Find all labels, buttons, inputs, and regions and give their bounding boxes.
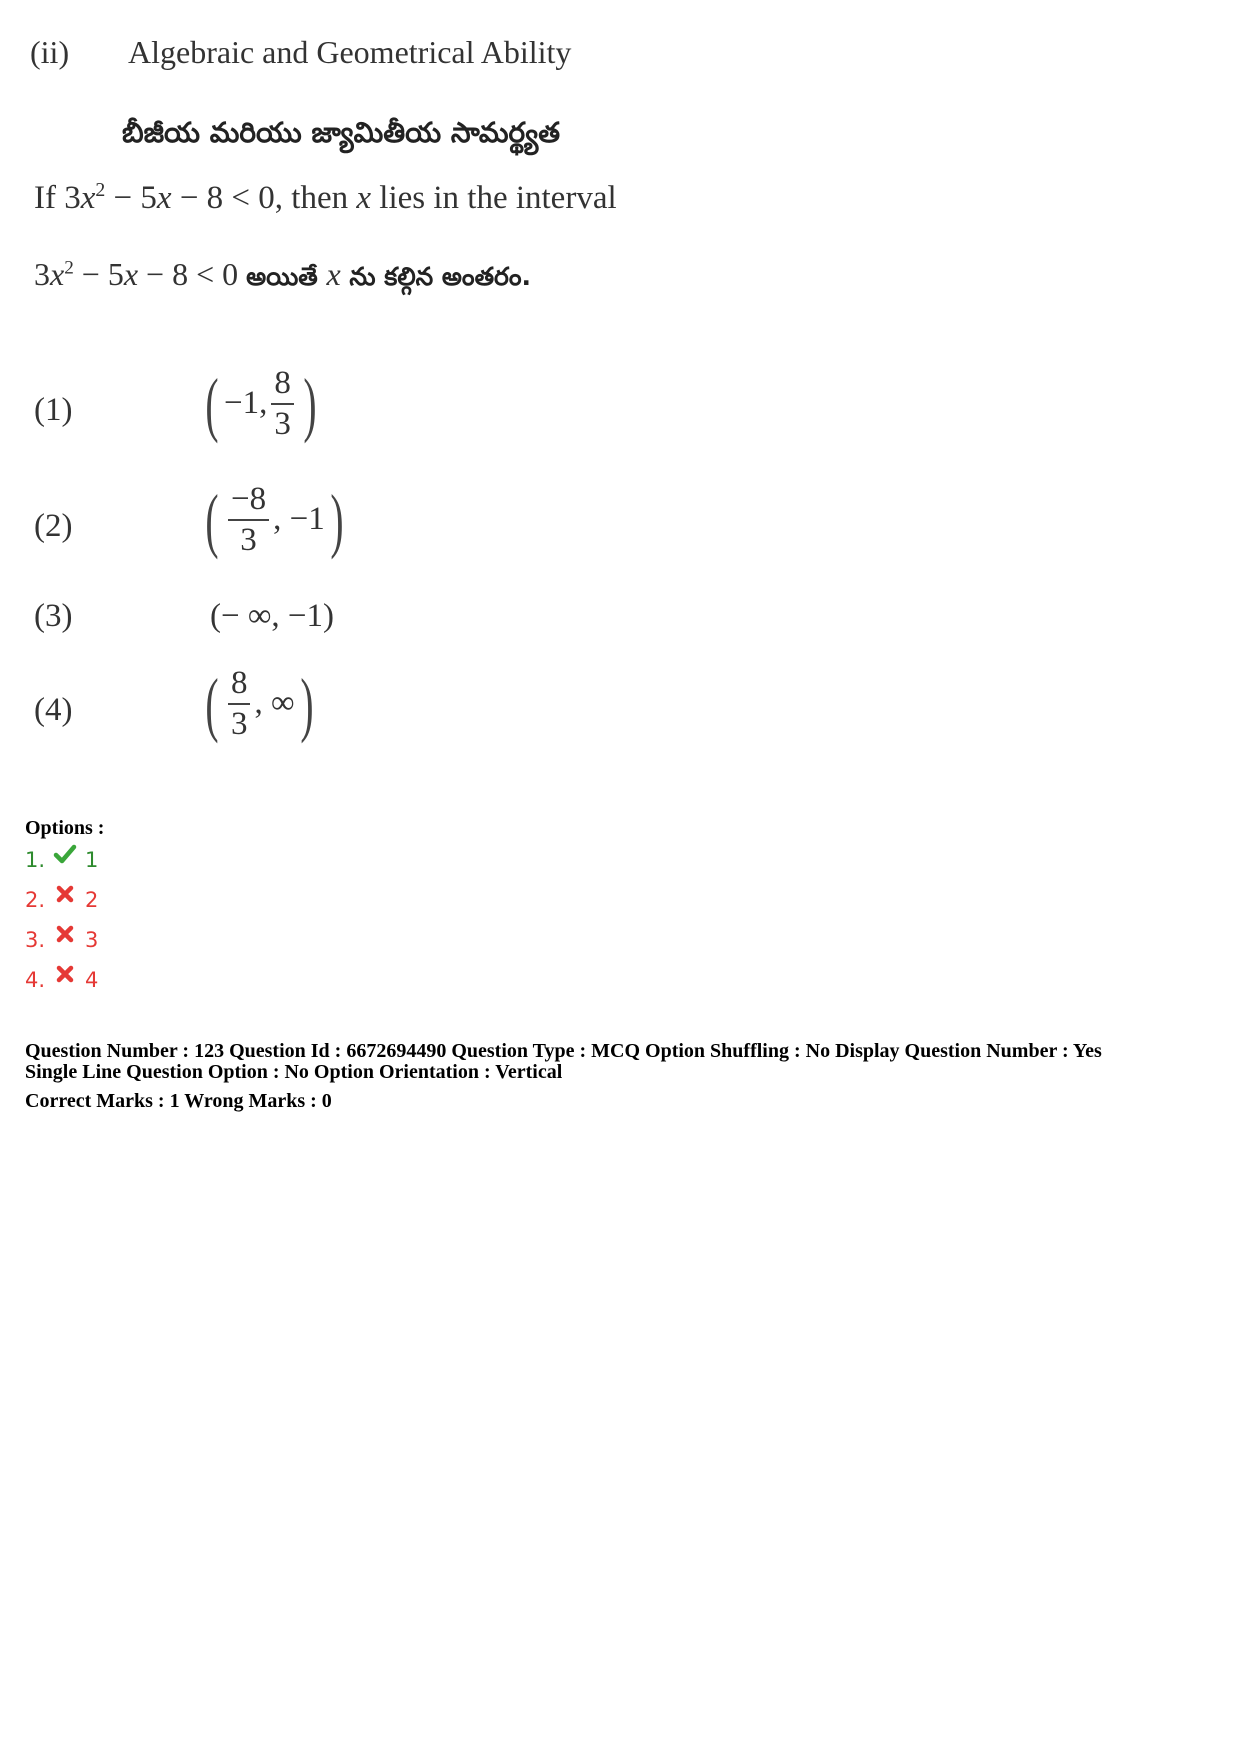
open-paren: ( [205,663,219,744]
option-value: 4 [85,968,99,992]
close-paren: ) [330,479,344,560]
question-text-english [34,180,617,217]
fraction-denominator: 3 [274,405,291,442]
section-number: (ii) [30,34,70,70]
answer-text: , −1 [273,501,325,538]
close-paren: ) [303,363,317,444]
answer-label-2: (2) [34,508,73,544]
expr-tail: − 8 < 0 [138,256,247,292]
fraction-numerator: −8 [228,482,269,521]
question-suffix-end: lies in the interval [371,180,617,216]
expr-tail: − 8 < 0, [171,180,284,216]
expr-var: x [326,256,341,292]
answer-expression-2 [200,479,349,560]
answer-expression-3: (− ∞, −1) [210,598,334,634]
expr-var: x [50,256,65,292]
question-text-telugu [34,256,531,298]
open-paren: ( [205,479,219,560]
expr-exponent: 2 [95,179,106,201]
cross-icon [53,922,77,946]
option-value: 2 [85,888,99,912]
answer-label-3: (3) [34,598,73,634]
telugu-text: అయితే [246,262,327,291]
option-item-1 [25,848,98,872]
telugu-text: ను కల్గిన అంతరం. [340,262,532,291]
fraction-numerator: 8 [228,666,251,705]
question-marks: Correct Marks : 1 Wrong Marks : 0 [25,1090,332,1112]
expr-middle: − 5 [105,180,157,216]
option-value: 1 [85,848,99,872]
answer-text: −1, [223,385,268,422]
fraction [271,366,294,441]
answer-expression-1 [200,363,322,444]
question-meta-line-2: Single Line Question Option : No Option Orientation : Vertical [25,1061,563,1083]
answer-text: , ∞ [254,685,295,722]
option-index: 4. [25,968,46,992]
fraction [228,666,251,741]
option-value: 3 [85,928,99,952]
expr-var: x [156,180,172,216]
section-heading [30,34,571,71]
expr-var: x [123,256,139,292]
section-title-telugu: బీజీయ మరియు జ్యామితీయ సామర్థ్యత [122,116,561,149]
answer-expression-4 [200,663,319,744]
answer-label-4: (4) [34,692,73,728]
close-paren: ) [299,663,314,744]
question-prefix: If [34,180,65,216]
check-icon [53,842,77,866]
expr-middle: − 5 [73,256,124,292]
option-item-4 [25,968,98,992]
fraction [228,482,269,557]
fraction-numerator: 8 [271,366,294,405]
option-index: 1. [25,848,46,872]
suffix-var: x [356,180,372,216]
option-index: 2. [25,888,46,912]
options-heading: Options : [25,817,105,839]
section-title: Algebraic and Geometrical Ability [128,34,572,70]
fraction-denominator: 3 [240,521,257,558]
question-meta-line-1: Question Number : 123 Question Id : 6672694490 Question Type : MCQ Option Shuffling : No Display Question Number : Yes [25,1040,1102,1062]
cross-icon [53,962,77,986]
expr-exponent: 2 [64,257,74,279]
option-index: 3. [25,928,46,952]
expr-coef: 3 [34,256,50,292]
expr-var: x [80,180,96,216]
answer-label-1: (1) [34,392,73,428]
expr-coef: 3 [64,180,81,216]
fraction-denominator: 3 [230,705,248,742]
question-suffix: then [283,180,357,216]
cross-icon [53,882,77,906]
option-item-3 [25,928,98,952]
open-paren: ( [205,363,219,444]
option-item-2 [25,888,98,912]
